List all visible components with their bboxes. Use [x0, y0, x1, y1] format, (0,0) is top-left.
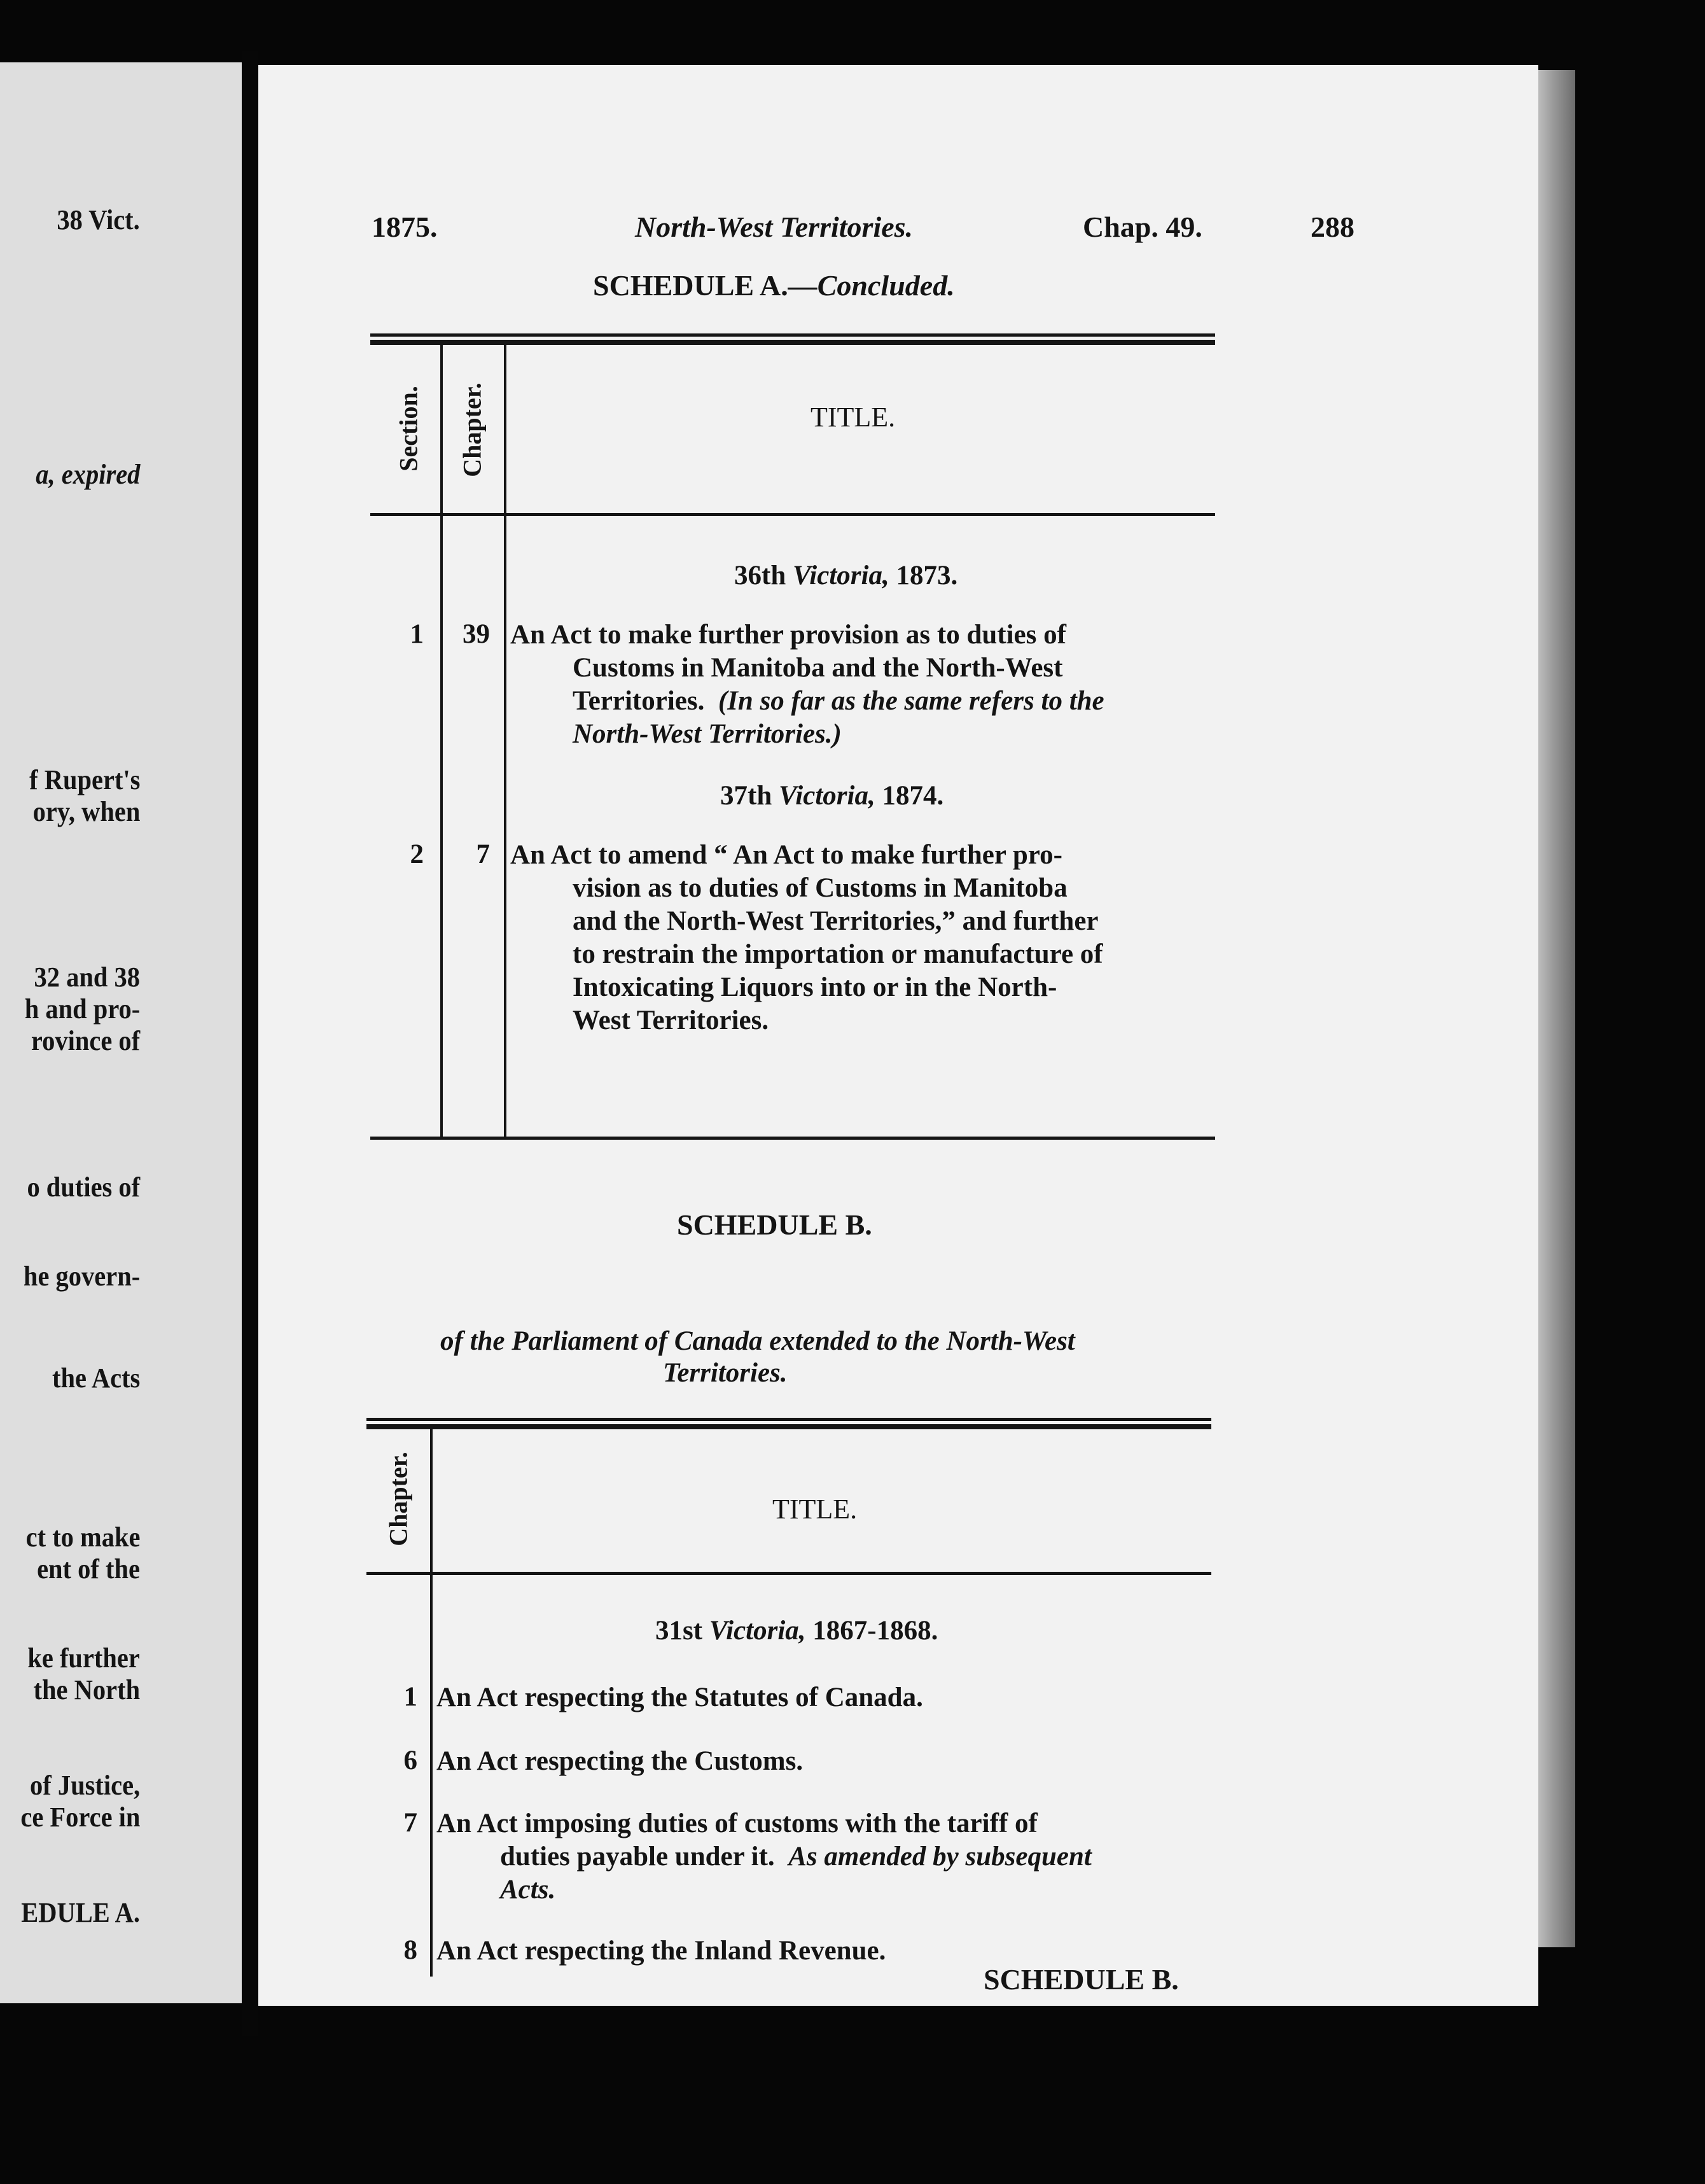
table-top-rule	[370, 340, 1215, 345]
heading-victoria: Victoria,	[792, 561, 889, 591]
heading-year: 1874.	[882, 781, 944, 811]
left-page-line: o duties of	[27, 1172, 140, 1203]
header-bottom-rule	[366, 1572, 1211, 1575]
heading-year: 1873.	[896, 561, 958, 591]
act-title-line: An Act respecting the Statutes of Canada.	[436, 1683, 923, 1712]
schedule-b-subtitle: Territories.	[663, 1358, 788, 1388]
left-page-line: of Justice,	[29, 1770, 140, 1801]
left-page-line: he govern-	[23, 1261, 140, 1292]
heading-victoria: Victoria,	[778, 781, 875, 811]
column-header-chapter: Chapter.	[384, 1452, 413, 1546]
act-title-line: An Act imposing duties of customs with the tariff of	[436, 1809, 1038, 1838]
header-chapter: Chap. 49.	[1083, 211, 1202, 243]
table-bottom-rule	[370, 1137, 1215, 1140]
act-title-line	[573, 685, 1104, 718]
heading-ordinal: 36th	[734, 561, 786, 591]
act-title-line: to restrain the importation or manufacture of	[573, 939, 1103, 969]
left-page-line: rovince of	[31, 1025, 140, 1056]
group-heading	[655, 1615, 938, 1646]
schedule-a-suffix: —Concluded.	[788, 269, 955, 302]
chapter-number: 6	[403, 1746, 417, 1775]
left-page-line: 32 and 38	[34, 962, 140, 993]
chapter-number: 7	[476, 839, 490, 869]
left-page-line: ct to make	[25, 1522, 140, 1553]
table-top-rule	[366, 1418, 1211, 1421]
act-title-text: duties payable under it.	[500, 1842, 775, 1872]
act-title-line: vision as to duties of Customs in Manitoba	[573, 873, 1068, 903]
left-page-line: ory, when	[32, 796, 140, 827]
section-number: 2	[410, 839, 424, 869]
column-divider	[430, 1428, 433, 1977]
left-page-line: a, expired	[35, 459, 140, 490]
act-title-line: Customs in Manitoba and the North-West	[573, 653, 1063, 683]
chapter-number: 8	[403, 1935, 417, 1965]
schedule-a-title: SCHEDULE A.	[593, 269, 788, 302]
schedule-a-heading	[593, 269, 955, 302]
book-gutter	[242, 51, 258, 2036]
schedule-b-heading: SCHEDULE B.	[677, 1208, 872, 1241]
act-note-line: Acts.	[500, 1875, 556, 1905]
act-title-text: Territories.	[573, 686, 705, 716]
act-note: As amended by subsequent	[788, 1842, 1092, 1872]
act-title-line: Intoxicating Liquors into or in the North-	[573, 972, 1057, 1002]
act-title-line: West Territories.	[573, 1005, 769, 1035]
left-page-line: the Acts	[52, 1362, 140, 1394]
column-header-title: TITLE.	[772, 1494, 858, 1525]
left-page-line: the North	[33, 1674, 140, 1705]
header-bottom-rule	[370, 513, 1215, 516]
left-page-line: f Rupert's	[29, 764, 140, 795]
column-header-title: TITLE.	[811, 402, 896, 433]
chapter-number: 7	[403, 1808, 417, 1838]
heading-ordinal: 31st	[655, 1616, 703, 1646]
catchword: SCHEDULE B.	[984, 1963, 1179, 1996]
document-page	[258, 65, 1538, 2006]
header-year: 1875.	[372, 211, 438, 243]
act-title-line: An Act respecting the Customs.	[436, 1746, 804, 1776]
schedule-b-subtitle: of the Parliament of Canada extended to the North-West	[440, 1326, 1075, 1356]
heading-victoria: Victoria,	[709, 1616, 806, 1646]
act-title-line	[500, 1840, 1092, 1873]
table-top-rule	[366, 1424, 1211, 1429]
left-page-line: ent of the	[37, 1553, 140, 1585]
act-title-line: An Act respecting the Inland Revenue.	[436, 1936, 886, 1966]
act-title-line: An Act to make further provision as to duties of	[510, 620, 1066, 650]
group-heading	[720, 780, 943, 811]
left-page-line: 38 Vict.	[57, 204, 140, 235]
chapter-number: 1	[403, 1682, 417, 1712]
act-title-line: and the North-West Territories,” and further	[573, 906, 1099, 936]
left-page-line: ke further	[27, 1642, 140, 1674]
page-edge	[1538, 70, 1575, 1947]
left-page-line: ce Force in	[20, 1802, 140, 1833]
chapter-number: 39	[463, 619, 490, 649]
left-page-line: EDULE A.	[21, 1897, 140, 1928]
column-header-chapter: Chapter.	[457, 382, 487, 477]
heading-ordinal: 37th	[720, 781, 772, 811]
heading-year: 1867-1868.	[812, 1616, 938, 1646]
section-number: 1	[410, 619, 424, 649]
page-number: 288	[1311, 211, 1354, 243]
group-heading	[734, 560, 957, 591]
header-title: North-West Territories.	[635, 211, 914, 243]
act-note: (In so far as the same refers to the	[718, 686, 1104, 716]
left-page-fragment	[0, 62, 242, 2003]
act-note-line: North-West Territories.)	[573, 719, 842, 749]
column-divider	[440, 344, 443, 1138]
act-title-line: An Act to amend “ An Act to make further pro-	[510, 840, 1062, 870]
column-divider	[504, 344, 506, 1138]
column-header-section: Section.	[394, 386, 423, 472]
table-top-rule	[370, 333, 1215, 337]
left-page-line: h and pro-	[24, 993, 140, 1025]
